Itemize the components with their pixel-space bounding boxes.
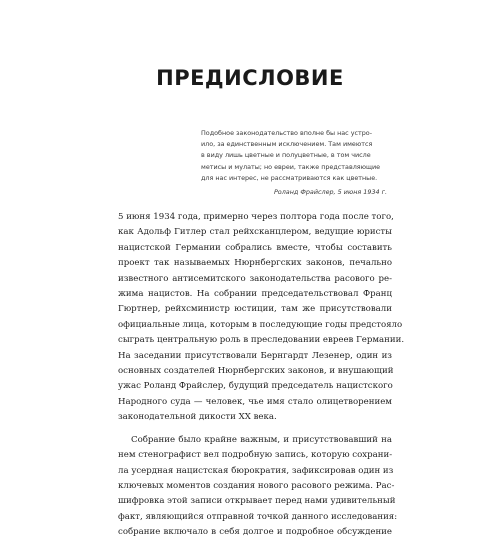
epigraph — [201, 128, 389, 198]
text-line: основных создателей Нюрнбергских законов, и внушающий — [118, 366, 394, 377]
text-line: нацистской Германии собрались вместе, чтобы составить — [118, 242, 392, 253]
epigraph-line: для нас интерес, не рассматриваются как цветные. — [201, 173, 378, 182]
paragraph-gap — [118, 426, 392, 433]
text-line: законодательной дикости XX века. — [118, 412, 277, 423]
text-line: ла усердная нацистская бюрократия, зафиксировав один из — [118, 465, 394, 476]
text-line: ужас Роланд Фрайслер, будущий председатель нацистского — [118, 381, 393, 392]
epigraph-line: ило, за единственным исключением. Там имеются — [201, 140, 373, 149]
text-line: факт, являющийся отправной точкой данного исследования: — [118, 511, 398, 522]
text-line: как Адольф Гитлер стал рейхсканцлером, ведущие юристы — [118, 227, 392, 238]
body-text — [118, 210, 405, 541]
epigraph-source: Роланд Фрайслер, 5 июня 1934 г. — [273, 188, 387, 197]
text-line: собрание включало в себя долгое и подробное обсуждение — [118, 527, 392, 538]
text-line: На заседании присутствовали Бернгардт Лезенер, один из — [118, 350, 392, 361]
epigraph-line: в виду лишь цветные и полуцветные, в том числе — [201, 151, 371, 160]
text-line: шифровка этой записи открывает перед нами удивительный — [118, 496, 396, 507]
paragraph-2 — [118, 433, 398, 541]
text-line: 5 июня 1934 года, примерно через полтора года после того, — [118, 212, 394, 222]
text-line: нем стенографист вел подробную запись, которую сохрани- — [118, 450, 393, 461]
text-line: сыграть центральную роль в преследовании евреев Германии. — [118, 335, 405, 346]
text-line: известного антисемитского законодательства расового ре- — [118, 273, 392, 284]
text-line: Народного суда — человек, чье имя стало олицетворением — [118, 396, 392, 407]
epigraph-line: Подобное законодательство вполне бы нас устро- — [201, 129, 373, 137]
text-line: официальные лица, которым в последующие годы предстояло — [118, 319, 403, 330]
chapter-title: ПРЕДИСЛОВИЕ — [156, 66, 344, 90]
text-line: проект так называемых Нюрнбергских законов, печально — [118, 258, 392, 269]
text-line: Гюртнер, рейхсминистр юстиции, там же присутствовали — [118, 304, 392, 315]
text-line: ключевых моментов создания нового расового режима. Рас- — [118, 480, 395, 491]
text-line: Собрание было крайне важным, и присутствовавший на — [131, 434, 392, 445]
text-line: жима нацистов. На собрании председательствовал Франц — [118, 289, 392, 300]
epigraph-line: метисы и мулаты; но евреи, также представляющие — [201, 162, 381, 171]
paragraph-1 — [118, 210, 405, 426]
